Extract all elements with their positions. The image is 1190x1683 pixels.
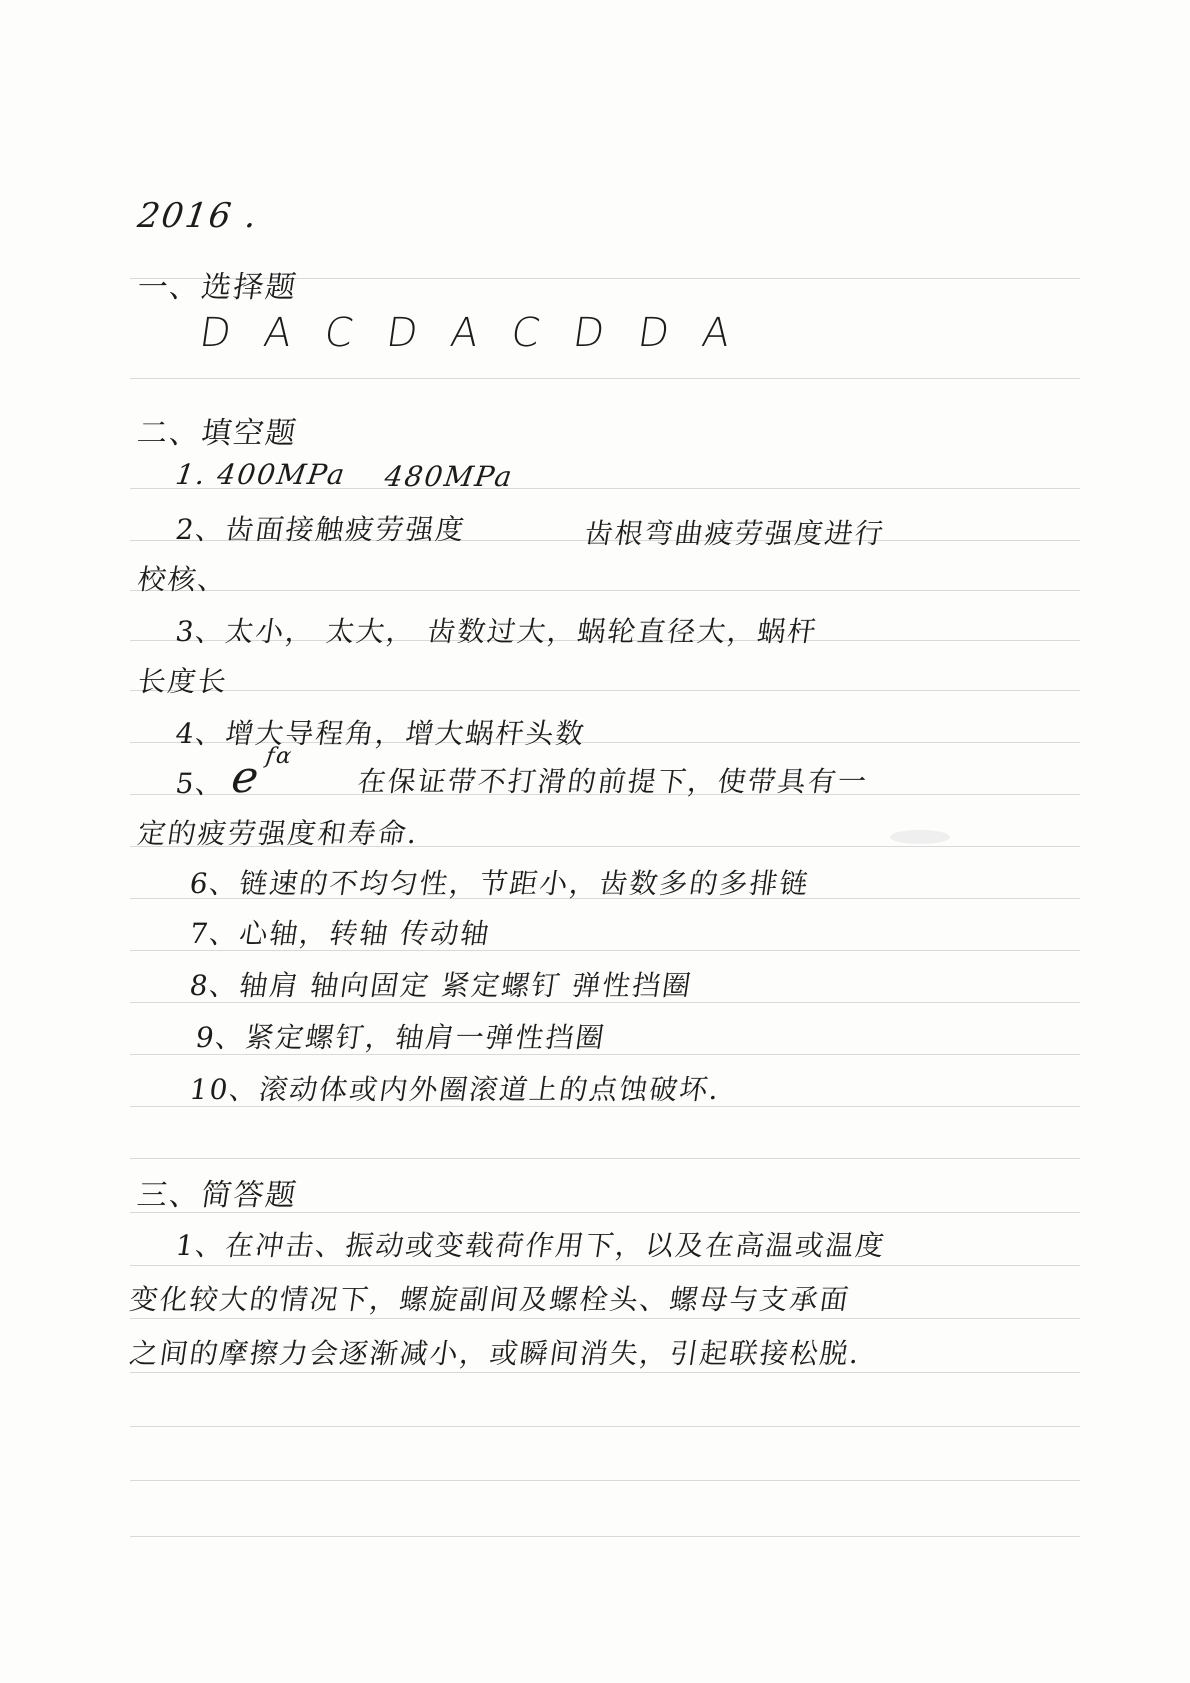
short-answer-1-line3: 之间的摩擦力会逐渐减小，或瞬间消失，引起联接松脱.: [127, 1337, 864, 1370]
year-heading: 2016 .: [135, 196, 261, 236]
fill-answer-5-prefix: 5、: [173, 767, 228, 800]
ruled-line: [130, 378, 1080, 379]
fill-answer-3-line2: 长度长: [135, 665, 231, 698]
fill-answer-8: 8、轴肩 轴向固定 紧定螺钉 弹性挡圈: [187, 969, 695, 1002]
choice-answers: DACDACDDA: [196, 310, 767, 356]
fill-answer-2-line1b: 齿根弯曲疲劳强度进行: [582, 517, 888, 550]
ruled-line: [130, 1536, 1080, 1537]
fill-answer-7: 7、心轴，转轴 传动轴: [187, 917, 493, 950]
ruled-line: [130, 1158, 1080, 1159]
short-answer-1-line2: 变化较大的情况下，螺旋副间及螺栓头、螺母与支承面: [127, 1283, 853, 1316]
fill-answer-2-line2: 校核、: [135, 563, 231, 596]
fill-answer-1a: 1. 400MPa: [173, 458, 349, 491]
fill-answer-2-line1: 2、齿面接触疲劳强度: [173, 513, 468, 546]
ruled-line: [130, 590, 1080, 591]
fill-answer-9: 9、紧定螺钉，轴肩一弹性挡圈: [193, 1021, 608, 1054]
short-answer-1-line1: 1、在冲击、振动或变载荷作用下，以及在高温或温度: [173, 1229, 888, 1262]
fill-answer-3-line1: 3、太小， 太大， 齿数过大，蜗轮直径大，蜗杆: [173, 615, 820, 648]
fill-answer-6: 6、链速的不均匀性，节距小，齿数多的多排链: [187, 867, 812, 900]
fill-answer-1b: 480MPa: [382, 460, 516, 493]
ruled-line: [130, 1426, 1080, 1427]
ruled-line: [130, 1372, 1080, 1373]
formula-exponent: fα: [264, 744, 295, 769]
fill-answer-4: 4、增大导程角，增大蜗杆头数: [173, 717, 588, 750]
section-title-choice: 一、选择题: [135, 270, 300, 305]
fill-answer-5-line1: 在保证带不打滑的前提下，使带具有一: [355, 765, 871, 798]
ruled-line: [130, 690, 1080, 691]
formula-e: e: [228, 752, 264, 803]
fill-answer-5-line2: 定的疲劳强度和寿命.: [135, 817, 422, 850]
fill-answer-10: 10、滚动体或内外圈滚道上的点蚀破坏.: [187, 1073, 723, 1106]
ruled-line: [130, 1318, 1080, 1319]
section-title-fill-blank: 二、填空题: [135, 416, 300, 451]
section-title-short-answer: 三、简答题: [135, 1178, 300, 1213]
ruled-line: [130, 1480, 1080, 1481]
ruled-line: [130, 1265, 1080, 1266]
scan-smudge: [890, 830, 950, 844]
